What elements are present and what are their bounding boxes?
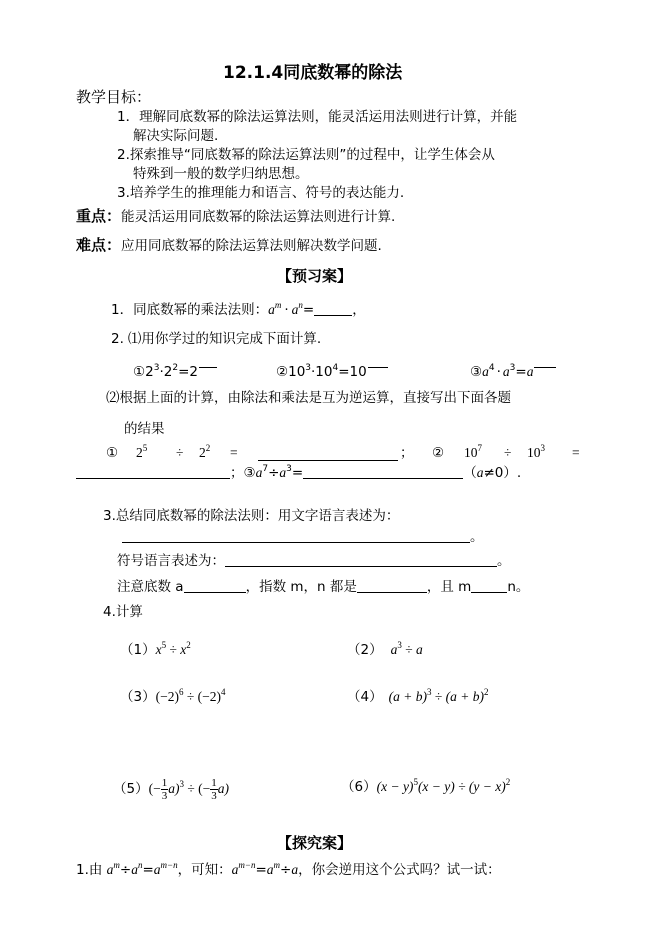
c2-mid: ·10 [311,364,333,380]
p4-exp1: 3 [426,687,432,697]
r1-eq: = [230,445,238,460]
p3-exp2: 4 [220,687,226,697]
q4-problem-3 [120,688,225,706]
p1-label: （1） [120,642,156,658]
q2-results-row2 [76,464,521,482]
eq1-a2: a [131,862,138,877]
eq1-e5: m [273,860,281,870]
q3-base-blank[interactable] [184,578,246,593]
p5-den2: 3 [211,789,217,802]
preview-heading: 【预习案】 [277,267,353,285]
c2-base: ②10 [276,364,306,380]
eq1-a4: a [231,862,239,877]
r1-base2: 2 [199,445,206,460]
q3-text-blank[interactable] [122,528,470,543]
p5-den: 3 [161,789,168,802]
p1-base-b: x [180,642,187,657]
q2-part1-text: ⑴用你学过的知识完成下面计算. [127,331,322,347]
objective-1-line2: 解决实际问题. [133,128,219,144]
eq1-e4: m−n [238,860,256,870]
c3-base-a: a [482,364,489,379]
p5-exp1: 3 [179,779,184,789]
q4-problem-1 [120,641,191,659]
r1-div: ÷ [176,445,184,460]
r1-expr [136,444,147,462]
eq1-a1: a [106,862,114,877]
p3-base1: (−2) [155,689,179,704]
p2-exp1: 3 [397,640,402,650]
c1-exp2: 2 [172,363,179,373]
p1-exp2: 2 [186,640,191,650]
c1-mid: ·2 [159,364,173,380]
p6-exp2: 2 [505,777,511,787]
p1-base-a: x [155,642,162,657]
q4-problem-2 [347,641,423,659]
eq1-pre: 1.由 [76,862,107,878]
p4-base1: (a + b) [388,689,427,704]
r3-label: ③ [243,465,256,481]
r1-label: ① [106,445,119,460]
r2-expr2 [527,444,545,462]
key-point-text: 能灵活运用同底数幂的除法运算法则进行计算. [121,209,396,225]
p4-exp2: 2 [483,687,489,697]
r2-label: ② [432,445,445,460]
eq1-eq2: = [255,862,267,878]
r1-exp2: 2 [205,443,211,453]
r3-base-b: a [279,465,287,480]
p4-base2: (a + b) [445,689,484,704]
objective-2-line2: 特殊到一般的数学归纳思想。 [133,166,309,182]
r3-cond-open: （ [463,465,477,481]
key-point-label: 重点： [76,207,122,225]
r3-exp2: 3 [286,464,292,474]
p5-open2: (− [198,781,211,796]
c3-label: ③ [470,364,483,380]
c1-answer-blank[interactable] [199,359,217,368]
q3-exponent-blank[interactable] [357,578,427,593]
preview-q1 [111,301,366,319]
r2-exp1: 7 [477,443,482,453]
p3-div: ÷ [183,689,198,704]
q1-base-a: a [268,302,275,317]
q3-line3-d: n。 [507,579,530,595]
r3-semi: ； [230,465,244,481]
q3-line3 [117,578,529,596]
q1-tail: ， [352,302,366,318]
c2-answer-blank[interactable] [368,359,388,368]
q3-line3-c: ，且 m [426,579,472,595]
eq1-mid: ，可知： [177,862,232,878]
q2-label: 2. [111,331,124,347]
eq1-a3: a [153,862,161,877]
eq1-a6: a [291,862,299,877]
eq1-tail: ，你会逆用这个公式吗？试一试： [298,862,501,878]
p2-base-a: a [390,642,398,657]
r2-expr [464,444,482,462]
q3-end1: 。 [470,529,484,545]
r1-answer-blank[interactable] [258,446,398,461]
c3-base-c: a [526,364,534,379]
q4-problem-4 [347,688,488,706]
p2-div: ÷ [401,642,417,657]
q1-answer-blank[interactable] [314,301,352,316]
r3-cond-rest: ≠0）. [483,465,522,481]
r1-semi: ； [400,445,414,460]
q4-problem-6 [341,778,510,796]
r2-div: ÷ [504,445,512,460]
q3-line3-a: 注意底数 a [117,579,184,595]
q1-exp-n: n [298,300,303,310]
r3-eq: = [291,465,304,481]
p6-base1: (x − y) [376,779,414,794]
r2-base1: 10 [464,445,478,460]
q2-part2-line1: ⑵根据上面的计算，由除法和乘法是互为逆运算，直接写出下面各题 [106,390,511,406]
q3-line3-b: ，指数 m，n 都是 [245,579,357,595]
q3-text-answer [122,528,484,546]
eq1-e3: m−n [160,860,178,870]
q3-line2-label: 符号语言表述为： [117,553,225,569]
c2-exp1: 3 [305,363,312,373]
p2-label: （2） [347,642,383,658]
p1-exp1: 5 [161,640,167,650]
r2-exp2: 3 [540,443,545,453]
objective-3: 3.培养学生的推理能力和语言、符号的表达能力. [117,185,405,201]
q3-line1: 3.总结同底数幂的除法法则：用文字语言表述为： [103,508,400,524]
p5-label: （5） [113,781,149,797]
c2-eq: =10 [338,364,367,380]
p5-fraction2 [210,777,218,802]
r3-answer-blank[interactable] [303,464,463,479]
r3-cond-a: a [476,465,484,480]
r1-base1: 2 [136,445,143,460]
difficulty-text: 应用同底数幂的除法运算法则解决数学问题. [121,238,382,254]
objectives-label: 教学目标： [76,88,152,106]
preview-q1-text: 1．同底数幂的乘法法则： [111,302,269,318]
c1-base: ①2 [133,364,154,380]
q2-calc-3 [470,359,556,381]
q3-relation-blank[interactable] [471,578,507,593]
p6-label: （6） [341,779,377,795]
objective-2-line1: 2.探索推导“同底数幂的除法运算法则”的过程中，让学生体会从 [117,147,495,163]
r3-exp1: 7 [262,464,269,474]
eq1-e2: n [137,860,143,870]
c3-exp1: 4 [488,363,495,373]
p5-a2: a) [217,781,229,796]
q3-symbol-blank[interactable] [225,552,497,567]
p5-a: a) [168,781,180,796]
p5-num: 1 [161,776,168,789]
q2-calc-2 [276,359,388,381]
eq1-eq: = [142,862,154,878]
q2-calc-1 [133,359,217,381]
p3-label: （3） [120,689,156,705]
eq1-a5: a [266,862,274,877]
c2-exp2: 4 [332,363,339,373]
p3-base2: (−2) [197,689,221,704]
difficulty-label: 难点： [76,236,122,254]
p3-exp1: 6 [178,687,184,697]
r2-base2: 10 [527,445,541,460]
q4-problem-5 [113,773,229,805]
p5-open: (− [148,781,161,796]
r1-expr2 [199,444,210,462]
c1-exp1: 3 [153,363,160,373]
q3-end2: 。 [497,553,511,569]
p4-div: ÷ [431,689,446,704]
c3-exp2: 3 [509,363,516,373]
q1-eq: = [302,302,315,318]
r2-eq: = [572,445,580,460]
c3-eq: = [515,364,527,380]
eq1-e1: m [113,860,120,870]
q3-line2 [117,552,511,570]
q1-exp-m: m [274,300,282,310]
page-title: 12.1.4同底数幂的除法 [223,63,403,83]
p1-div: ÷ [166,642,181,657]
key-point [76,207,395,226]
r2-answer-blank[interactable] [76,464,230,479]
r3-base-a: a [255,465,263,480]
c3-base-b: a [502,364,510,379]
preview-q2-part1 [111,330,321,348]
p4-label: （4） [347,689,383,705]
eq1-div2: ÷ [280,862,292,878]
q4-label: 4.计算 [103,604,143,620]
explore-heading: 【探究案】 [277,834,353,852]
p6-exp1: 5 [413,777,418,787]
p6-mid: (x − y) ÷ (y − x) [417,779,506,794]
q2-part2-line2: 的结果 [124,421,165,437]
objective-1-line1: 1．理解同底数幂的除法运算法则，能灵活运用法则进行计算，并能 [117,109,518,125]
p5-num2: 1 [211,776,217,789]
p2-base-b: a [416,642,423,657]
difficulty [76,236,382,255]
r3-div: ÷ [268,465,280,481]
q1-base-b: a [291,302,299,317]
c3-dot: · [496,364,501,380]
c3-answer-blank[interactable] [534,359,556,368]
p5-div: ÷ [183,781,199,796]
c1-eq: =2 [178,364,198,380]
eq1-div: ÷ [119,862,132,878]
q1-dot: · [284,302,289,318]
r1-exp1: 5 [142,443,148,453]
explore-q1 [76,861,501,879]
